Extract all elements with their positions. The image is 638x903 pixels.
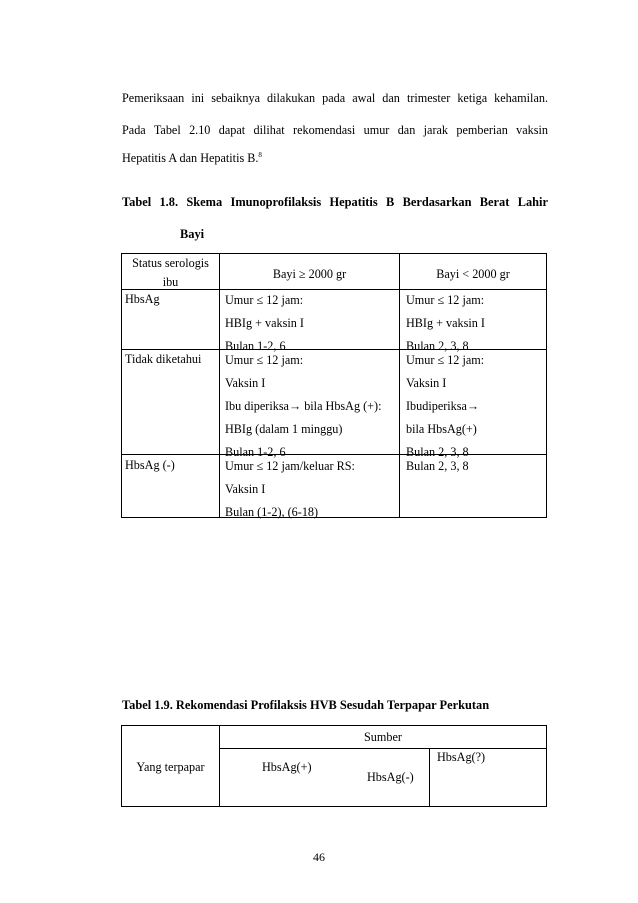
table1-row-hbsag-lt2000: Umur ≤ 12 jam: HBIg + vaksin I Bulan 2, 3, 8 (406, 293, 485, 353)
table2-header-exposed: Yang terpapar (136, 760, 205, 774)
footnote-ref: 8 (258, 151, 262, 159)
table1-row-hbsag-ge2000: Umur ≤ 12 jam: HBIg + vaksin I Bulan 1-2, 6 (225, 293, 304, 353)
table2-header-negative: HbsAg(-) (367, 770, 414, 784)
table1-header-status: Status serologis ibu (132, 256, 209, 289)
table1-row-negative-lt2000: Bulan 2, 3, 8 (406, 459, 469, 473)
table1-header-ge2000: Bayi ≥ 2000 gr (272, 267, 347, 281)
paragraph-line-3: Hepatitis A dan Hepatitis B.$^8$ (122, 151, 262, 166)
table2-header-source: Sumber (364, 730, 402, 744)
page-number: 46 (313, 850, 325, 864)
table1-row-unknown-lt2000: Umur ≤ 12 jam: Vaksin I Ibudiperiksa→ bila HbsAg(+) Bulan 2, 3, 8 (406, 353, 485, 459)
paragraph-line-1: Pemeriksaan ini sebaiknya dilakukan pada awal dan trimester ketiga kehamilan. (122, 91, 548, 105)
table1 (121, 253, 547, 518)
table2-header-unknown: HbsAg(?) (437, 750, 486, 764)
table1-caption-continued: Bayi (180, 227, 205, 241)
paragraph-line-2: Pada Tabel 2.10 dapat dilihat rekomendasi umur dan jarak pemberian vaksin (122, 123, 548, 137)
table1-row-hbsag-status: HbsAg (125, 292, 160, 306)
table1-row-negative-status: HbsAg (-) (125, 458, 175, 472)
table1-row-negative-ge2000: Umur ≤ 12 jam/keluar RS: Vaksin I Bulan (1-2), (6-18) (225, 459, 355, 519)
table1-header-lt2000: Bayi < 2000 gr (436, 267, 510, 281)
table2-caption: Tabel 1.9. Rekomendasi Profilaksis HVB Sesudah Terpapar Perkutan (122, 698, 490, 712)
table1-row-unknown-ge2000: Umur ≤ 12 jam: Vaksin I Ibu diperiksa→ bila HbsAg (+): HBIg (dalam 1 minggu) Bulan 1-2, 6 (225, 353, 382, 459)
table1-caption: Tabel 1.8. Skema Imunoprofilaksis Hepatitis B Berdasarkan Berat Lahir (122, 195, 548, 209)
table2-header-positive: HbsAg(+) (262, 760, 312, 774)
table1-row-unknown-status: Tidak diketahui (125, 352, 202, 366)
table2 (121, 725, 547, 807)
